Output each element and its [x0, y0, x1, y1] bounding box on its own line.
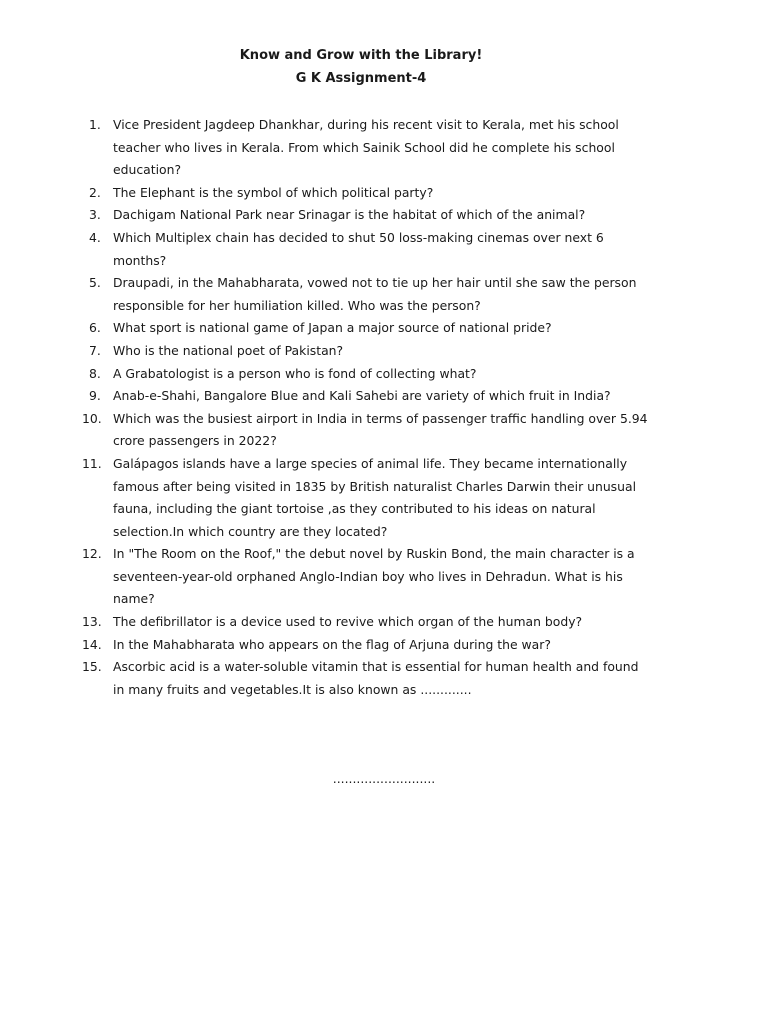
question-item — [82, 453, 652, 543]
question-number-label: 7. — [89, 342, 101, 358]
question-number — [82, 408, 113, 431]
question-item — [82, 204, 652, 227]
question-item — [82, 272, 652, 317]
question-text: Which Multiplex chain has decided to shut 50 loss-making cinemas over next 6 months? — [113, 229, 604, 268]
question-number — [82, 453, 113, 476]
question-number-label: 1. — [89, 117, 101, 132]
question-number — [82, 114, 113, 137]
question-number — [82, 227, 113, 250]
question-number-label: 15. — [82, 659, 102, 675]
question-text: Ascorbic acid is a water-soluble vitamin that is essential for human health and found in many fruits and vegetables.It is also known as ............. — [113, 659, 639, 697]
question-number-label: 3. — [89, 207, 101, 223]
question-number-label: 13. — [82, 614, 102, 630]
question-number-label: 6. — [89, 320, 101, 336]
question-number-label: 4. — [89, 229, 101, 245]
question-number — [82, 656, 113, 679]
question-item — [82, 114, 652, 182]
question-number — [82, 182, 113, 205]
question-number — [82, 543, 113, 566]
document-title: Know and Grow with the Library! — [239, 48, 483, 63]
question-item — [82, 385, 652, 408]
question-number — [82, 385, 113, 408]
question-text: Galápagos islands have a large species of animal life. They became internationally famous after being visited in 1835 by British naturalist Charles Darwin their unusual fauna, including the giant tortoise ,as they contributed to his ideas on natural selection.In which country are they located? — [113, 455, 637, 539]
question-number-label: 11. — [82, 455, 102, 471]
question-number-label: 14. — [82, 636, 102, 652]
question-item — [82, 227, 652, 272]
question-number-label: 8. — [89, 365, 101, 381]
question-number — [82, 272, 113, 295]
question-text: A Grabatologist is a person who is fond of collecting what? — [113, 365, 477, 381]
question-text: Which was the busiest airport in India in terms of passenger traffic handling over 5.94 crore passengers in 2022? — [113, 410, 648, 449]
question-number — [82, 363, 113, 386]
question-text: Dachigam National Park near Srinagar is the habitat of which of the animal? — [113, 207, 586, 223]
question-text: The defibrillator is a device used to revive which organ of the human body? — [113, 614, 583, 630]
question-item — [82, 634, 652, 657]
question-text: The Elephant is the symbol of which political party? — [113, 184, 434, 200]
question-item — [82, 611, 652, 634]
question-item — [82, 408, 652, 453]
question-number-label: 12. — [82, 546, 102, 562]
question-item — [82, 543, 652, 611]
question-list — [82, 114, 652, 701]
question-number — [82, 204, 113, 227]
question-number — [82, 634, 113, 657]
question-number — [82, 611, 113, 634]
end-dots: .......................... — [332, 771, 436, 786]
question-item — [82, 656, 652, 701]
question-item — [82, 340, 652, 363]
question-number-label: 10. — [82, 410, 102, 426]
question-text: What sport is national game of Japan a major source of national pride? — [113, 320, 552, 336]
question-item — [82, 363, 652, 386]
question-text: In the Mahabharata who appears on the flag of Arjuna during the war? — [113, 636, 551, 652]
question-item — [82, 317, 652, 340]
question-text: Vice President Jagdeep Dhankhar, during his recent visit to Kerala, met his school teacher who lives in Kerala. From which Sainik School did he complete his school education? — [113, 117, 619, 178]
question-number-label: 9. — [89, 388, 101, 404]
question-text: Who is the national poet of Pakistan? — [113, 342, 344, 358]
question-number — [82, 317, 113, 340]
question-item — [82, 182, 652, 205]
question-number — [82, 340, 113, 363]
question-number-label: 5. — [89, 275, 101, 291]
question-number-label: 2. — [89, 184, 101, 200]
document-subtitle: G K Assignment-4 — [295, 71, 427, 86]
question-text: Anab-e-Shahi, Bangalore Blue and Kali Sahebi are variety of which fruit in India? — [113, 388, 611, 404]
question-text: In "The Room on the Roof," the debut novel by Ruskin Bond, the main character is a seventeen-year-old orphaned Anglo-Indian boy who lives in Dehradun. What is his name? — [113, 546, 635, 607]
question-text: Draupadi, in the Mahabharata, vowed not to tie up her hair until she saw the person responsible for her humiliation killed. Who was the person? — [113, 275, 637, 313]
